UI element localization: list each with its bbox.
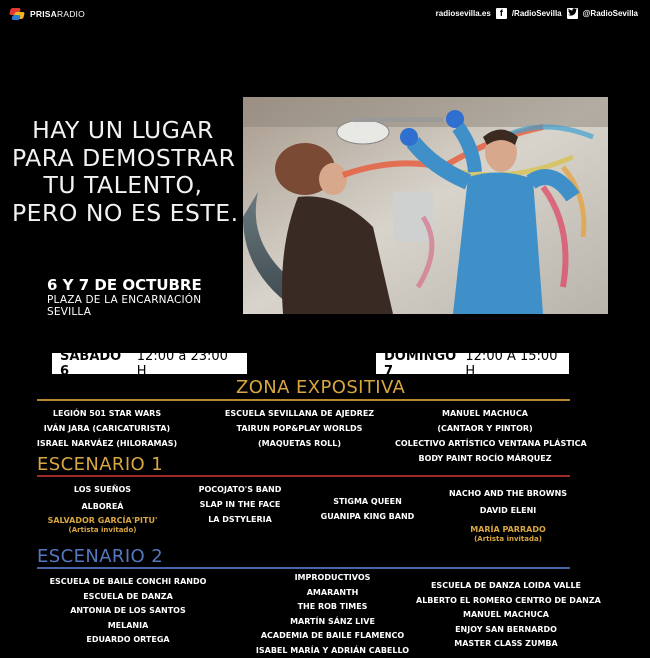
zona-item: ISRAEL NARVÁEZ (HILORAMAS) [32, 436, 182, 451]
prisa-logo-icon [10, 8, 26, 20]
escenario2-col1 [38, 575, 218, 648]
headline-line: HAY UN LUGAR [12, 117, 234, 145]
escenario1-item: ALBOREÁ [30, 499, 175, 514]
zona-item: (MAQUETAS ROLL) [222, 436, 377, 451]
escenario2-item: ALBERTO EL ROMERO CENTRO DE DANZA [416, 594, 596, 609]
headline-line: PERO NO ES ESTE. [12, 200, 234, 228]
sunday-day: DOMINGO 7 [384, 349, 461, 379]
escenario1-item: DAVID ELENI [438, 503, 578, 518]
headline-line: PARA DEMOSTRAR [12, 145, 234, 173]
saturday-schedule [52, 353, 247, 374]
escenario2-item: MASTER CLASS ZUMBA [416, 637, 596, 652]
zona-item: COLECTIVO ARTÍSTICO VENTANA PLÁSTICA [395, 436, 575, 451]
escenario1-item: GUANIPA KING BAND [305, 509, 430, 524]
escenario2-item: EDUARDO ORTEGA [38, 633, 218, 648]
escenario2-divider [37, 567, 570, 569]
social-links [436, 8, 638, 19]
dentist-photo [243, 97, 608, 314]
headline [12, 117, 234, 227]
sunday-schedule [376, 353, 569, 374]
escenario2-item: MANUEL MACHUCA [416, 608, 596, 623]
escenario2-item: AMARANTH [250, 586, 415, 601]
escenario1-col4 [438, 486, 578, 544]
escenario2-col3 [416, 579, 596, 652]
escenario2-item: ACADEMIA DE BAILE FLAMENCO [250, 629, 415, 644]
zona-col2 [222, 406, 377, 451]
prisa-radio-logo[interactable] [10, 8, 85, 20]
escenario1-item: POCOJATO'S BAND [180, 482, 300, 497]
escenario2-item: MARTÍN SÁNZ LIVE [250, 615, 415, 630]
zona-item: IVÁN JARA (CARICATURISTA) [32, 421, 182, 436]
zona-item: MANUEL MACHUCA [395, 406, 575, 421]
zona-col3 [395, 406, 575, 466]
escenario2-item: ESCUELA DE BAILE CONCHI RANDO [38, 575, 218, 590]
escenario2-item: ESCUELA DE DANZA LOIDA VALLE [416, 579, 596, 594]
escenario1-divider [37, 475, 570, 477]
escenario1-col2 [180, 482, 300, 527]
event-place: PLAZA DE LA ENCARNACIÓN [47, 294, 201, 306]
zona-item: (CANTAOR Y PINTOR) [395, 421, 575, 436]
escenario1-guest-name: SALVADOR GARCÍA'PITU' [30, 516, 175, 526]
escenario2-item: IMPRODUCTIVOS [250, 571, 415, 586]
escenario1-item: SLAP IN THE FACE [180, 497, 300, 512]
escenario2-item: ANTONIA DE LOS SANTOS [38, 604, 218, 619]
escenario1-item: STIGMA QUEEN [305, 494, 430, 509]
escenario1-item: LA DSTYLERIA [180, 512, 300, 527]
escenario1-item: LOS SUEÑOS [30, 482, 175, 497]
escenario1-guest-note: (Artista invitada) [438, 535, 578, 544]
sunday-hours: 12:00 A 15:00 H [465, 349, 561, 379]
website-link[interactable]: radiosevilla.es [436, 9, 491, 18]
zona-divider [37, 399, 570, 401]
escenario2-item: ISABEL MARÍA Y ADRIÁN CABELLO [250, 644, 415, 658]
facebook-link[interactable]: /RadioSevilla [512, 9, 562, 18]
facebook-icon[interactable]: f [496, 8, 507, 19]
logo-brand: PRISA [30, 9, 57, 19]
escenario1-guest-note: (Artista invitado) [30, 526, 175, 535]
escenario2-item: ENJOY SAN BERNARDO [416, 623, 596, 638]
twitter-link[interactable]: @RadioSevilla [583, 9, 638, 18]
event-dates: 6 Y 7 DE OCTUBRE [47, 276, 202, 294]
escenario2-item: THE ROB TIMES [250, 600, 415, 615]
saturday-hours: 12:00 a 23:00 H [137, 349, 239, 379]
zona-item: TAIRUN POP&PLAY WORLDS [222, 421, 377, 436]
zona-item: ESCUELA SEVILLANA DE AJEDREZ [222, 406, 377, 421]
escenario2-title: ESCENARIO 2 [37, 546, 163, 567]
headline-line: TU TALENTO, [12, 172, 234, 200]
zona-item: LEGIÓN 501 STAR WARS [32, 406, 182, 421]
logo-suffix: RADIO [57, 9, 85, 19]
escenario1-title: ESCENARIO 1 [37, 454, 163, 475]
twitter-icon[interactable] [567, 8, 578, 19]
zona-item: BODY PAINT ROCÍO MÁRQUEZ [395, 451, 575, 466]
event-city: SEVILLA [47, 306, 91, 318]
saturday-day: SÁBADO 6 [60, 349, 133, 379]
escenario2-col2 [250, 571, 415, 658]
zona-col1 [32, 406, 182, 451]
escenario1-col1 [30, 482, 175, 535]
escenario1-guest-name: MARÍA PARRADO [438, 525, 578, 535]
escenario1-col3 [305, 494, 430, 524]
escenario2-item: MELANIA [38, 619, 218, 634]
escenario1-item: NACHO AND THE BROWNS [438, 486, 578, 501]
escenario2-item: ESCUELA DE DANZA [38, 590, 218, 605]
zona-expositiva-title: ZONA EXPOSITIVA [236, 377, 405, 398]
